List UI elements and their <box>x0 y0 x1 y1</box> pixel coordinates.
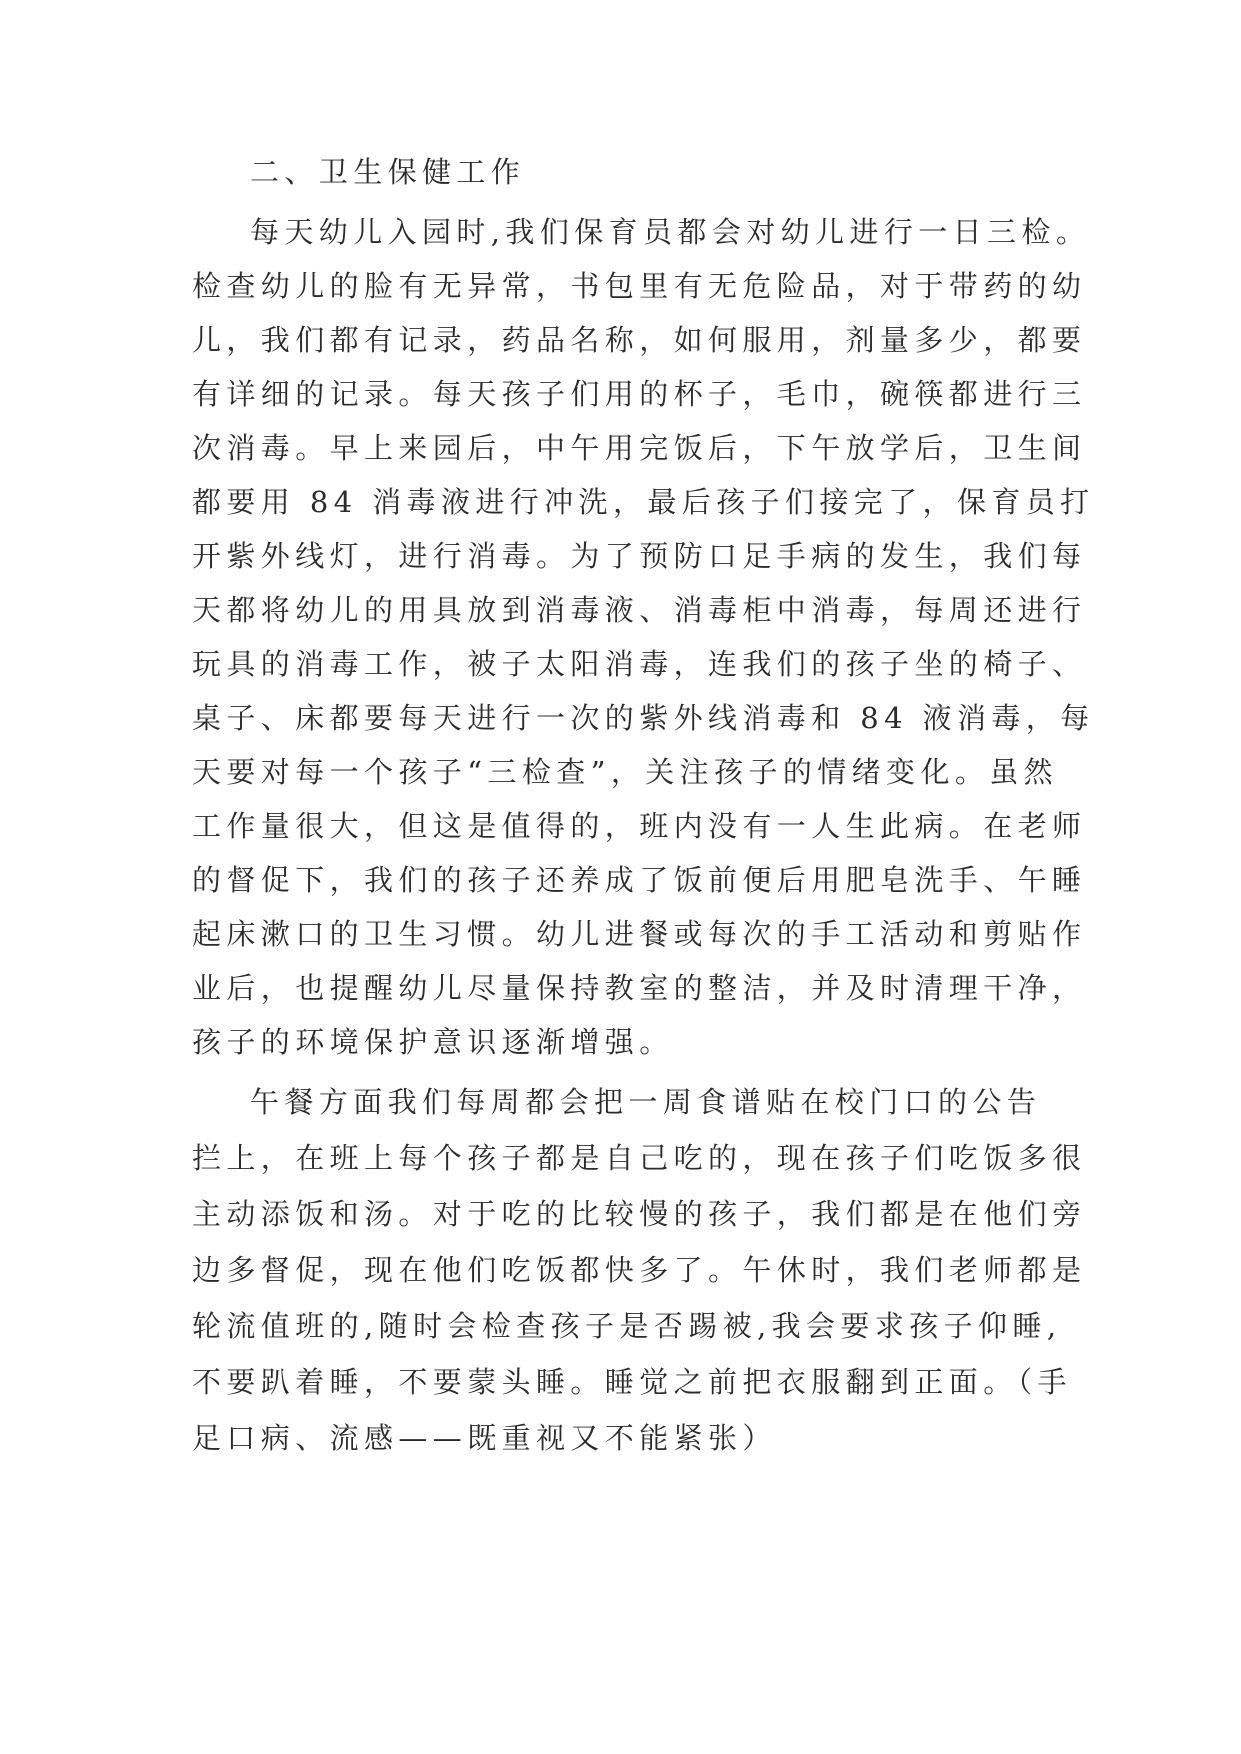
paragraph-line: 午餐方面我们每周都会把一周食谱贴在校门口的公告 <box>250 1085 1042 1119</box>
paragraph-line: 有详细的记录。每天孩子们用的杯子，毛巾，碗筷都进行三 <box>192 377 1087 411</box>
paragraph-line: 孩子的环境保护意识逐渐增强。 <box>192 1025 674 1059</box>
paragraph-line: 的督促下，我们的孩子还养成了饭前便后用肥皂洗手、午睡 <box>192 863 1087 897</box>
paragraph-line: 工作量很大，但这是值得的，班内没有一人生此病。在老师 <box>192 809 1087 843</box>
paragraph-line: 桌子、床都要每天进行一次的紫外线消毒和 84 液消毒，每 <box>192 701 1095 735</box>
paragraph-line: 主动添饭和汤。对于吃的比较慢的孩子，我们都是在他们旁 <box>192 1197 1087 1231</box>
section-heading: 二、卫生保健工作 <box>250 155 526 189</box>
paragraph-line: 次消毒。早上来园后，中午用完饭后，下午放学后，卫生间 <box>192 431 1087 465</box>
paragraph-line: 玩具的消毒工作，被子太阳消毒，连我们的孩子坐的椅子、 <box>192 647 1087 681</box>
paragraph-line: 儿，我们都有记录，药品名称，如何服用，剂量多少，都要 <box>192 323 1087 357</box>
paragraph-line: 拦上，在班上每个孩子都是自己吃的，现在孩子们吃饭多很 <box>192 1141 1087 1175</box>
paragraph-line: 业后，也提醒幼儿尽量保持教室的整洁，并及时清理干净， <box>192 971 1087 1005</box>
paragraph-line: 都要用 84 消毒液进行冲洗，最后孩子们接完了，保育员打 <box>192 485 1095 519</box>
paragraph-line: 轮流值班的,随时会检查孩子是否踢被,我会要求孩子仰睡, <box>192 1309 1062 1343</box>
paragraph-line: 检查幼儿的脸有无异常，书包里有无危险品，对于带药的幼 <box>192 269 1087 303</box>
paragraph-line: 不要趴着睡，不要蒙头睡。睡觉之前把衣服翻到正面。（手 <box>192 1365 1072 1399</box>
paragraph-line: 足口病、流感——既重视又不能紧张） <box>192 1421 777 1455</box>
paragraph-line: 每天幼儿入园时,我们保育员都会对幼儿进行一日三检。 <box>250 215 1091 249</box>
paragraph-line: 起床漱口的卫生习惯。幼儿进餐或每次的手工活动和剪贴作 <box>192 917 1087 951</box>
paragraph-line: 天要对每一个孩子“三检查”，关注孩子的情绪变化。虽然 <box>192 755 1059 789</box>
paragraph-line: 边多督促，现在他们吃饭都快多了。午休时，我们老师都是 <box>192 1253 1087 1287</box>
paragraph-line: 天都将幼儿的用具放到消毒液、消毒柜中消毒，每周还进行 <box>192 593 1087 627</box>
paragraph-line: 开紫外线灯，进行消毒。为了预防口足手病的发生，我们每 <box>192 539 1087 573</box>
